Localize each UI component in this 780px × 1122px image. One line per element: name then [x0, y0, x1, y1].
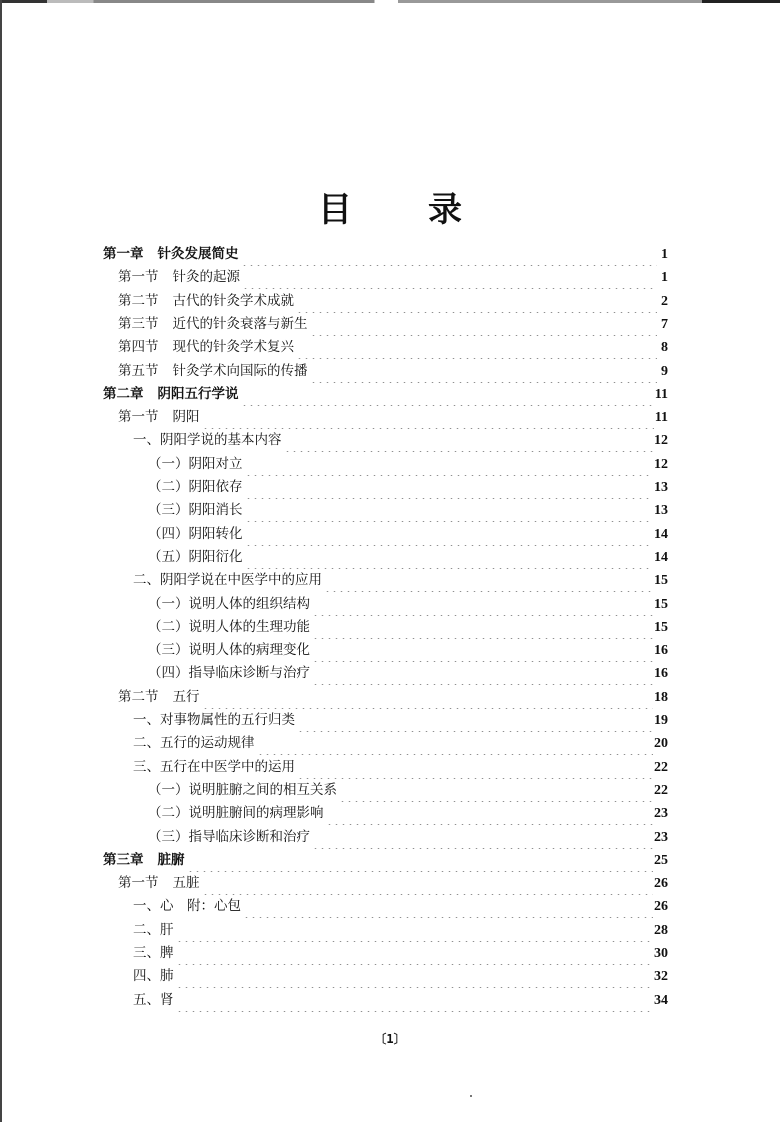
dot-leader: [257, 732, 654, 755]
toc-entry-label: [148, 779, 338, 802]
toc-section-entry[interactable]: [118, 266, 668, 289]
toc-section-entry[interactable]: [118, 872, 668, 895]
toc-entry-title: 说明脏腑之间的相互关系: [188, 781, 337, 798]
toc-page-number: 34: [654, 992, 668, 1008]
toc-subsection-entry[interactable]: [148, 802, 668, 825]
toc-entry-label: [133, 895, 242, 918]
dot-leader: [312, 616, 653, 639]
toc-entry-label: [148, 593, 311, 616]
toc-entry-label: [133, 989, 175, 1012]
toc-page-number: 19: [654, 713, 668, 728]
dot-leader: [312, 826, 653, 849]
toc-entry-label: [148, 662, 311, 685]
toc-entry-number: （二）: [148, 479, 189, 495]
toc-entry-number: 第二章: [103, 385, 144, 402]
toc-section-entry[interactable]: [118, 336, 668, 359]
toc-entry-label: [133, 732, 256, 755]
toc-subsection-entry[interactable]: [148, 546, 668, 569]
toc-page-number: 13: [654, 503, 668, 519]
toc-entry-title: 近代的针灸衰落与新生: [172, 315, 308, 332]
toc-entry-title: 脾: [160, 945, 174, 961]
toc-entry-title: 五行在中医学中的运用: [160, 758, 295, 775]
toc-entry-number: （四）: [148, 525, 189, 542]
scan-edge-left: [0, 0, 2, 1122]
dot-leader: [187, 849, 654, 872]
toc-entry-title: 五行: [172, 688, 200, 705]
toc-entry-number: 第一章: [103, 246, 144, 262]
toc-entry-number: 第一节: [118, 875, 159, 892]
toc-page-number: 13: [654, 480, 668, 495]
toc-entry-label: [133, 756, 296, 779]
toc-entry-label: [118, 313, 309, 336]
toc-entry-label: [103, 383, 240, 406]
toc-entry-number: 二、: [133, 572, 160, 589]
toc-subsection-entry[interactable]: [148, 476, 668, 499]
toc-entry-number: （一）: [148, 455, 189, 472]
toc-entry-label: [118, 686, 201, 709]
page-title: [0, 182, 780, 231]
toc-entry-title: 阴阳五行学说: [157, 385, 239, 402]
toc-entry-label: [148, 802, 325, 825]
toc-subsection-entry[interactable]: [133, 732, 668, 755]
toc-entry-label: [118, 266, 241, 289]
toc-entry-title: 阴阳: [172, 409, 200, 426]
dot-leader: [176, 989, 654, 1012]
toc-entry-title: 阴阳学说的基本内容: [160, 432, 282, 449]
toc-entry-number: 一、: [133, 712, 160, 728]
toc-subsection-entry[interactable]: [133, 429, 668, 452]
toc-entry-label: [148, 499, 244, 522]
toc-page-number: 25: [654, 852, 668, 868]
toc-page-number: 16: [654, 643, 668, 659]
dot-leader: [242, 266, 657, 289]
toc-page-number: 11: [654, 410, 668, 426]
toc-page-number: 22: [654, 782, 668, 798]
toc-entry-title: 针灸发展简史: [157, 246, 239, 262]
toc-page-number: 1: [661, 247, 668, 262]
toc-page-number: 15: [654, 596, 668, 612]
toc-section-entry[interactable]: [118, 290, 668, 313]
dot-leader: [339, 779, 653, 802]
toc-entry-title: 阴阳学说在中医学中的应用: [160, 572, 322, 589]
toc-entry-title: 说明人体的组织结构: [188, 595, 310, 612]
toc-subsection-entry[interactable]: [148, 779, 668, 802]
toc-section-entry[interactable]: [118, 313, 668, 336]
toc-entry-label: [118, 406, 201, 429]
toc-entry-title: 阴阳对立: [188, 455, 243, 472]
toc-page-number: 11: [654, 386, 668, 402]
toc-entry-title: 五脏: [172, 875, 200, 892]
toc-entry-number: 三、: [133, 945, 160, 961]
toc-entry-title: 肝: [160, 921, 174, 938]
toc-page-number: 23: [654, 829, 668, 845]
title-char-1: 目: [318, 190, 352, 230]
toc-page-number: 2: [661, 293, 668, 309]
toc-entry-number: 第一节: [118, 409, 159, 426]
toc-entry-label: [118, 360, 309, 383]
toc-entry-title: 指导临床诊断与治疗: [188, 665, 310, 682]
toc-entry-title: 说明人体的生理功能: [188, 618, 310, 635]
toc-entry-label: [118, 336, 295, 359]
toc-entry-label: [148, 453, 244, 476]
toc-entry-label: [118, 872, 201, 895]
scan-speck: [470, 1095, 472, 1097]
toc-entry-label: [133, 569, 323, 592]
toc-entry-label: [148, 826, 311, 849]
dot-leader: [176, 965, 654, 988]
toc-chapter-entry[interactable]: [103, 243, 668, 266]
toc-entry-title: 对事物属性的五行归类: [160, 712, 295, 728]
toc-page-number: 22: [654, 759, 668, 775]
toc-page-number: 7: [661, 316, 668, 332]
toc-subsection-entry[interactable]: [148, 593, 668, 616]
toc-entry-label: [148, 476, 244, 499]
toc-entry-number: 三、: [133, 758, 160, 775]
toc-entry-number: 一、: [133, 898, 160, 915]
scan-edge-top: [0, 0, 780, 3]
toc-entry-label: [133, 965, 175, 988]
toc-subsection-entry[interactable]: [133, 989, 668, 1012]
toc-page-number: 18: [654, 689, 668, 705]
dot-leader: [312, 639, 653, 662]
toc-subsection-entry[interactable]: [133, 756, 668, 779]
toc-page-number: 12: [654, 456, 668, 472]
toc-entry-number: （二）: [148, 805, 189, 822]
dot-leader: [245, 476, 654, 499]
dot-leader: [176, 919, 654, 942]
toc-entry-number: （三）: [148, 828, 189, 845]
toc-entry-number: 二、: [133, 735, 160, 752]
toc-entry-title: 说明人体的病理变化: [188, 642, 310, 659]
toc-entry-label: [148, 616, 311, 639]
dot-leader: [202, 872, 654, 895]
toc-entry-label: [103, 243, 240, 266]
toc-entry-number: 四、: [133, 968, 160, 985]
dot-leader: [297, 709, 653, 732]
toc-page-number: 23: [654, 806, 668, 822]
dot-leader: [245, 523, 654, 546]
toc-entry-number: （一）: [148, 781, 189, 798]
toc-page-number: 9: [661, 363, 668, 379]
toc-entry-number: 第五节: [118, 362, 159, 379]
toc-entry-title: 五行的运动规律: [160, 735, 255, 752]
page-number-footer: 〔1〕: [374, 1032, 406, 1046]
toc-subsection-entry[interactable]: [148, 826, 668, 849]
toc-entry-label: [148, 639, 311, 662]
toc-subsection-entry[interactable]: [148, 453, 668, 476]
toc-entry-title: 针灸学术向国际的传播: [172, 362, 308, 379]
toc-entry-title: 现代的针灸学术复兴: [172, 339, 294, 356]
dot-leader: [176, 942, 654, 965]
toc-subsection-entry[interactable]: [133, 569, 668, 592]
toc-entry-title: 肾: [160, 991, 174, 1008]
toc-page-number: 14: [654, 526, 668, 542]
toc-section-entry[interactable]: [118, 406, 668, 429]
toc-page-number: 20: [654, 736, 668, 752]
dot-leader: [297, 756, 653, 779]
toc-page-number: 32: [654, 969, 668, 985]
toc-subsection-entry[interactable]: [133, 895, 668, 918]
toc-entry-number: （三）: [148, 502, 189, 519]
toc-entry-label: [148, 523, 244, 546]
toc-section-entry[interactable]: [118, 686, 668, 709]
toc-entry-number: 一、: [133, 432, 160, 449]
dot-leader: [241, 383, 654, 406]
toc-page-number: 15: [654, 573, 668, 589]
toc-subsection-entry[interactable]: [133, 709, 668, 732]
dot-leader: [245, 453, 654, 476]
toc-entry-label: [133, 429, 283, 452]
dot-leader: [296, 290, 657, 313]
toc-entry-label: [133, 942, 175, 965]
title-char-2: 录: [428, 190, 462, 230]
toc-page-number: 30: [654, 946, 668, 961]
toc-entry-label: [133, 709, 296, 732]
toc-entry-number: 第一节: [118, 269, 159, 286]
toc-page-number: 14: [654, 549, 668, 565]
toc-page-number: 15: [654, 619, 668, 635]
dot-leader: [284, 429, 654, 452]
toc-entry-number: 第三节: [118, 315, 159, 332]
toc-subsection-entry[interactable]: [148, 616, 668, 639]
toc-page-number: 28: [654, 922, 668, 938]
toc-page-number: 1: [661, 270, 668, 286]
toc-chapter-entry[interactable]: [103, 383, 668, 406]
toc-entry-number: 第四节: [118, 339, 159, 356]
toc-entry-number: （二）: [148, 618, 189, 635]
toc-page-number: 26: [654, 899, 668, 915]
toc-entry-title: 阴阳依存: [188, 479, 243, 495]
toc-entry-number: 第二节: [118, 292, 159, 309]
toc-entry-title: 针灸的起源: [172, 269, 240, 286]
toc-page-number: 12: [654, 433, 668, 449]
toc-page-number: 8: [661, 340, 668, 356]
toc-entry-number: 二、: [133, 921, 160, 938]
toc-entry-number: （一）: [148, 595, 189, 612]
toc-subsection-entry[interactable]: [133, 965, 668, 988]
dot-leader: [241, 243, 658, 266]
toc-subsection-entry[interactable]: [133, 919, 668, 942]
toc-entry-title: 指导临床诊断和治疗: [188, 828, 310, 845]
dot-leader: [245, 546, 654, 569]
toc-entry-title: 脏腑: [157, 851, 185, 868]
dot-leader: [312, 662, 653, 685]
toc-entry-title: 阴阳衍化: [188, 548, 243, 565]
dot-leader: [202, 686, 654, 709]
toc-entry-title: 心 附：心包: [160, 898, 241, 915]
toc-subsection-entry[interactable]: [148, 639, 668, 662]
toc-subsection-entry[interactable]: [148, 523, 668, 546]
dot-leader: [310, 313, 658, 336]
toc-section-entry[interactable]: [118, 360, 668, 383]
toc-entry-label: [103, 849, 186, 872]
toc-entry-title: 阴阳转化: [188, 525, 243, 542]
toc-entry-title: 古代的针灸学术成就: [172, 292, 294, 309]
toc-chapter-entry[interactable]: [103, 849, 668, 872]
toc-entry-number: （三）: [148, 642, 189, 659]
toc-page-number: 16: [654, 666, 668, 682]
toc-entry-number: 第二节: [118, 688, 159, 705]
dot-leader: [245, 499, 654, 522]
toc-subsection-entry[interactable]: [148, 499, 668, 522]
dot-leader: [312, 593, 653, 616]
toc-entry-title: 说明脏腑间的病理影响: [188, 805, 324, 822]
toc-entry-label: [118, 290, 295, 313]
toc-entry-number: 第三章: [103, 851, 144, 868]
toc-subsection-entry[interactable]: [148, 662, 668, 685]
dot-leader: [202, 406, 654, 429]
toc-entry-number: 五、: [133, 991, 160, 1008]
dot-leader: [243, 895, 653, 918]
toc-page-number: 26: [654, 876, 668, 892]
toc-entry-number: （四）: [148, 665, 189, 682]
toc-entry-title: 肺: [160, 968, 174, 985]
dot-leader: [296, 336, 657, 359]
dot-leader: [324, 569, 653, 592]
dot-leader: [310, 360, 658, 383]
toc-subsection-entry[interactable]: [133, 942, 668, 965]
toc-entry-number: （五）: [148, 548, 189, 565]
toc-entry-title: 阴阳消长: [188, 502, 243, 519]
toc-entry-label: [133, 919, 175, 942]
toc-entry-label: [148, 546, 244, 569]
dot-leader: [326, 802, 654, 825]
